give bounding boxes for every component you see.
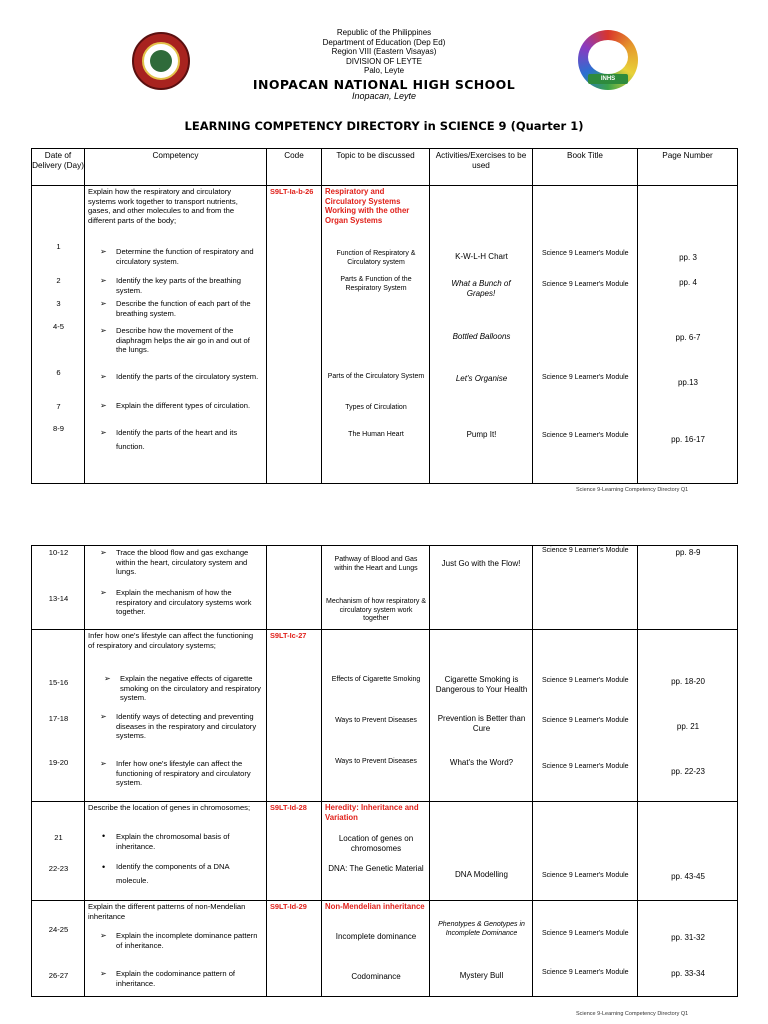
competency-cell — [85, 630, 267, 802]
header-line: Republic of the Philippines — [336, 28, 432, 37]
topic-value: Ways to Prevent Diseases — [335, 758, 417, 765]
activity-value: Cigarette Smoking is Dangerous to Your Health — [435, 675, 528, 694]
topic-value: DNA: The Genetic Material — [328, 864, 424, 873]
competency-item: ➢ Explain the incomplete dominance pattern of inheritance. — [116, 931, 262, 950]
competency-item: • Identify the components of a DNA molecule. — [116, 860, 262, 888]
competency-main: Infer how one's lifestyle can affect the functioning of respiratory and circulatory systems; — [88, 631, 254, 650]
topic-cell — [322, 186, 430, 484]
day-value: 4-5 — [53, 322, 64, 331]
page-value: pp. 22-23 — [671, 767, 705, 776]
competency-table-1 — [31, 148, 738, 484]
code-cell — [267, 901, 322, 997]
competency-item: ➢ Explain the codominance pattern of inheritance. — [116, 969, 262, 988]
book-cell — [533, 630, 638, 802]
day-value: 22-23 — [48, 864, 69, 873]
activity-cell — [430, 630, 533, 802]
topic-value: Incomplete dominance — [335, 932, 417, 941]
topic-value: Types of Circulation — [345, 404, 407, 411]
book-cell — [533, 546, 638, 630]
day-value: 7 — [56, 402, 61, 411]
activity-value: Pump It! — [466, 430, 497, 439]
activity-value: DNA Modelling — [455, 870, 508, 879]
header-line: Department of Education (Dep Ed) — [322, 37, 446, 47]
code-cell — [267, 186, 322, 484]
page-value: pp. 21 — [676, 722, 700, 731]
day-value: 21 — [54, 833, 63, 842]
page-cell — [638, 546, 738, 630]
topic-heading: Respiratory and Circulatory Systems Working with the other Organ Systems — [325, 187, 410, 225]
topic-cell — [322, 802, 430, 901]
book-title: Science 9 Learner's Module — [542, 432, 629, 439]
competency-item: • Explain the chromosomal basis of inheritance. — [116, 832, 262, 851]
col-header-date: Date of Delivery (Day) — [32, 149, 85, 186]
competency-main: Explain how the respiratory and circulatory systems work together to transport nutrients, gases, and other molecules to and from the different parts of the body; — [88, 187, 238, 225]
competency-main: Describe the location of genes in chromosomes; — [88, 803, 251, 812]
col-header-topic: Topic to be discussed — [322, 149, 430, 186]
book-title: Science 9 Learner's Module — [542, 930, 629, 937]
book-title: Science 9 Learner's Module — [542, 763, 629, 770]
competency-cell — [85, 546, 267, 630]
topic-value: Mechanism of how respiratory & circulatory system work together — [326, 598, 426, 623]
col-header-code: Code — [267, 149, 322, 186]
competency-item: ➢ Identify the parts of the circulatory system. — [116, 372, 262, 382]
topic-value: Effects of Cigarette Smoking — [331, 676, 421, 683]
date-cell — [32, 901, 85, 997]
activity-value: What's the Word? — [449, 758, 514, 767]
col-header-competency: Competency — [85, 149, 267, 186]
competency-item: ➢ Explain the different types of circulation. — [116, 401, 262, 411]
document-header — [0, 28, 768, 102]
topic-value: Pathway of Blood and Gas within the Heart and Lungs — [334, 556, 418, 572]
competency-item: ➢ Infer how one's lifestyle can affect the functioning of respiratory and circulatory system. — [116, 759, 262, 788]
code-cell — [267, 546, 322, 630]
page-cell — [638, 901, 738, 997]
date-cell — [32, 186, 85, 484]
day-value: 15-16 — [48, 678, 69, 687]
page-cell — [638, 630, 738, 802]
activity-value: Phenotypes & Genotypes in Incomplete Dominance — [438, 921, 525, 937]
day-value: 19-20 — [48, 758, 69, 767]
book-title: Science 9 Learner's Module — [542, 677, 629, 684]
page-value: pp. 3 — [679, 253, 697, 262]
competency-item: ➢ Describe how the movement of the diaphragm helps the air go in and out of the lungs. — [116, 326, 262, 355]
book-title: Science 9 Learner's Module — [542, 281, 629, 288]
topic-cell — [322, 630, 430, 802]
page-footer: Science 9-Learning Competency Directory Q1 — [576, 1011, 689, 1017]
competency-item: ➢ Describe the function of each part of the breathing system. — [116, 299, 262, 318]
competency-cell — [85, 186, 267, 484]
col-header-page: Page Number — [638, 149, 738, 186]
day-value: 26-27 — [48, 971, 69, 980]
day-value: 8-9 — [53, 424, 64, 433]
competency-table-2 — [31, 545, 738, 997]
competency-item: ➢ Explain the mechanism of how the respiratory and circulatory systems work together. — [116, 588, 262, 617]
competency-main: Explain the different patterns of non-Mendelian inheritance — [88, 902, 246, 921]
activity-cell — [430, 901, 533, 997]
day-value: 1 — [56, 242, 61, 251]
day-value: 10-12 — [48, 548, 69, 557]
activity-cell — [430, 802, 533, 901]
activity-value: What a Bunch of Grapes! — [451, 279, 511, 298]
activity-value: Let's Organise — [455, 374, 508, 383]
book-title: Science 9 Learner's Module — [542, 872, 629, 879]
activity-cell — [430, 186, 533, 484]
topic-heading: Heredity: Inheritance and Variation — [325, 803, 419, 822]
book-title: Science 9 Learner's Module — [542, 374, 629, 381]
page-value: pp.13 — [677, 378, 699, 387]
code-cell — [267, 630, 322, 802]
topic-value: Function of Respiratory & Circulatory system — [336, 250, 416, 266]
code-cell — [267, 802, 322, 901]
book-cell — [533, 186, 638, 484]
topic-cell — [322, 546, 430, 630]
page-footer: Science 9-Learning Competency Directory Q1 — [576, 487, 689, 493]
header-line: Palo, Leyte — [363, 66, 405, 75]
page-cell — [638, 186, 738, 484]
topic-value: Ways to Prevent Diseases — [335, 717, 417, 724]
book-title: Science 9 Learner's Module — [542, 547, 629, 554]
topic-value: Location of genes on chromosomes — [338, 834, 414, 853]
page-cell — [638, 802, 738, 901]
competency-code: S9LT-Ia-b-26 — [270, 187, 314, 196]
topic-heading: Non-Mendelian inheritance — [325, 902, 425, 911]
activity-value: Just Go with the Flow! — [441, 559, 521, 568]
col-header-book: Book Title — [533, 149, 638, 186]
page-value: pp. 18-20 — [671, 677, 705, 686]
activity-value: Bottled Balloons — [452, 332, 511, 341]
day-value: 2 — [56, 276, 61, 285]
book-cell — [533, 802, 638, 901]
book-title: Science 9 Learner's Module — [542, 250, 629, 257]
competency-item: ➢ Identify the key parts of the breathing system. — [116, 276, 262, 295]
competency-item: ➢ Identify the parts of the heart and its function. — [116, 426, 256, 454]
header-line: Region VIII (Eastern Visayas) — [331, 47, 437, 56]
date-cell — [32, 802, 85, 901]
activity-value: Mystery Bull — [459, 971, 504, 980]
competency-code: S9LT-Id-29 — [270, 902, 307, 911]
school-location: Inopacan, Leyte — [351, 90, 417, 101]
competency-item: ➢ Determine the function of respiratory and circulatory system. — [116, 247, 262, 266]
competency-code: S9LT-Ic-27 — [270, 631, 307, 640]
day-value: 24-25 — [48, 925, 69, 934]
day-value: 13-14 — [48, 594, 69, 603]
col-header-activities: Activities/Exercises to be used — [430, 149, 533, 186]
competency-cell — [85, 802, 267, 901]
activity-cell — [430, 546, 533, 630]
topic-value: The Human Heart — [348, 431, 404, 438]
day-value: 6 — [56, 368, 61, 377]
page-value: pp. 4 — [679, 278, 697, 287]
book-title: Science 9 Learner's Module — [542, 969, 629, 976]
day-value: 3 — [56, 299, 61, 308]
competency-cell — [85, 901, 267, 997]
page-value: pp. 6-7 — [675, 333, 701, 342]
competency-item: ➢ Explain the negative effects of cigarette smoking on the circulatory and respiratory system. — [120, 674, 262, 703]
activity-value: K-W-L-H Chart — [455, 252, 508, 261]
school-name: INOPACAN NATIONAL HIGH SCHOOL — [252, 76, 516, 92]
page-value: pp. 43-45 — [671, 872, 705, 881]
page-value: pp. 16-17 — [671, 435, 705, 444]
page-value: pp. 31-32 — [671, 933, 705, 942]
topic-value: Parts of the Circulatory System — [327, 373, 425, 380]
topic-value: Codominance — [351, 972, 401, 981]
book-title: Science 9 Learner's Module — [542, 717, 629, 724]
school-emblem-logo: INHS — [578, 30, 638, 90]
competency-item: ➢ Identify ways of detecting and preventing diseases in the respiratory and circulatory systems. — [116, 712, 262, 741]
header-line: DIVISION OF LEYTE — [345, 56, 422, 66]
page-value: pp. 33-34 — [671, 969, 705, 978]
topic-value: Parts & Function of the Respiratory System — [340, 276, 412, 292]
page-value: pp. 8-9 — [675, 548, 701, 557]
date-cell — [32, 546, 85, 630]
activity-value: Prevention is Better than Cure — [437, 714, 526, 733]
day-value: 17-18 — [48, 714, 69, 723]
competency-code: S9LT-Id-28 — [270, 803, 307, 812]
topic-cell — [322, 901, 430, 997]
book-cell — [533, 901, 638, 997]
document-title: LEARNING COMPETENCY DIRECTORY in SCIENCE 9 (Quarter 1) — [184, 119, 584, 133]
competency-item: ➢ Trace the blood flow and gas exchange within the heart, circulatory system and lungs. — [116, 548, 262, 577]
date-cell — [32, 630, 85, 802]
